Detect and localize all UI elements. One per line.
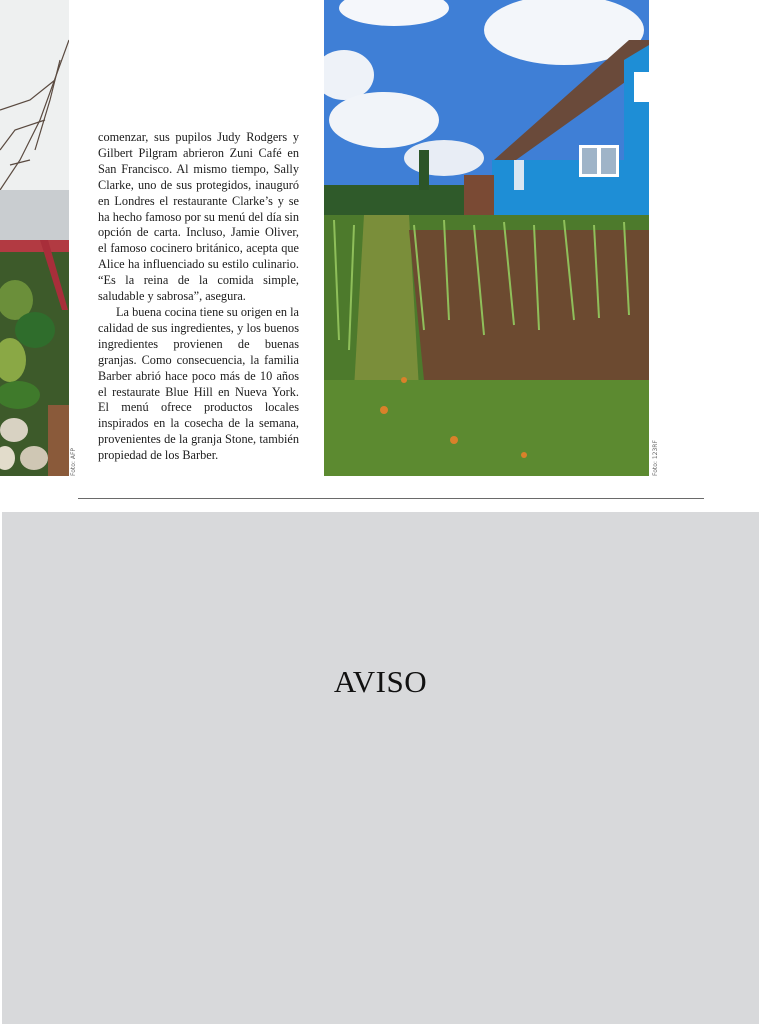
market-photo [0, 0, 69, 476]
photo-credit-right: Foto: 123RF [652, 440, 659, 476]
article-paragraph: La buena cocina tiene su origen en la calidad de sus ingredientes, y los buenos ingredientes provienen de buenas granjas. Como consecuencia, la familia Barber abrió hace poco más de 10 años el restaurate Blue Hill en Nueva York. El menú ofrece productos locales inspirados en la cosecha de la semana, provenientes de la granja Stone, también propiedad de los Barber. [98, 304, 299, 463]
photo-credit-left: Foto: AFP [70, 447, 77, 476]
ad-placeholder [2, 512, 759, 1024]
farmhouse-photo [324, 0, 649, 476]
horizontal-divider [78, 498, 704, 499]
article-column [98, 130, 299, 464]
ad-label: AVISO [333, 664, 428, 699]
article-paragraph: comenzar, sus pupilos Judy Rodgers y Gilbert Pilgram abrieron Zuni Café en San Francisco. Al mismo tiempo, Sally Clarke, uno de sus protegidos, inauguró en Londres el restaurante Clarke’s y se ha hecho famoso por su menú del día sin opción de carta. Incluso, Jamie Oliver, el famoso cocinero británico, acepta que Alice ha influenciado su estilo culinario. “Es la reina de la comida simple, saludable y sabrosa”, asegura. [98, 130, 299, 304]
